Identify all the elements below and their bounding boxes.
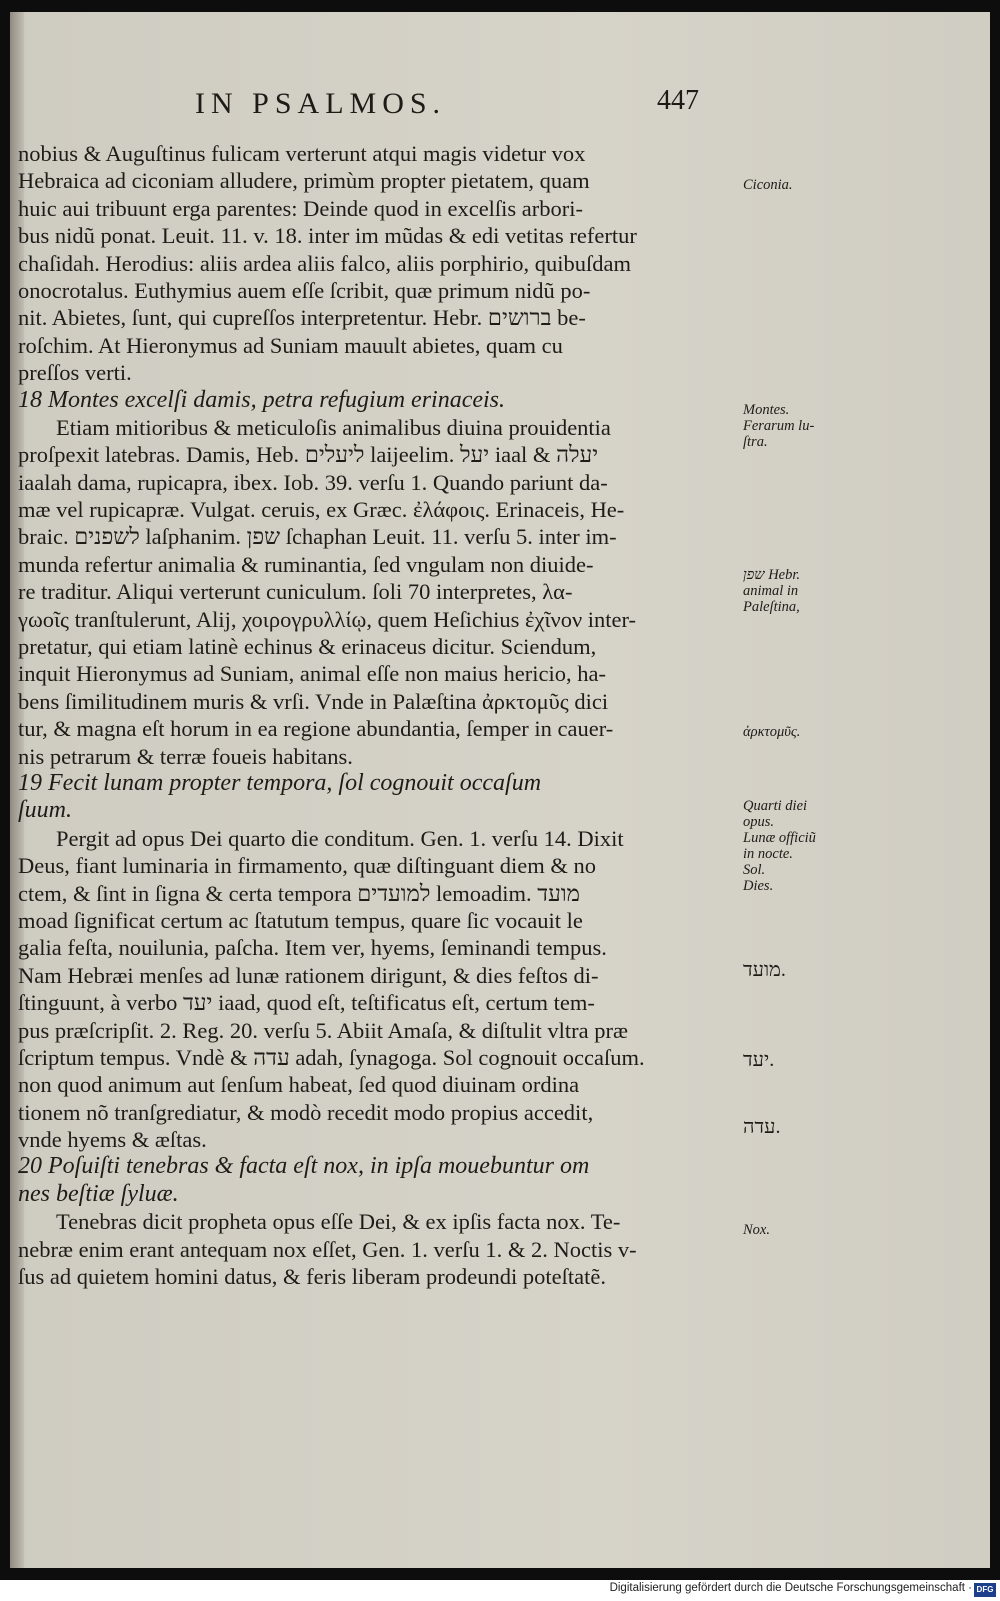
text-line: non quod animum aut ſenſum habeat, ſed quod diuinam ordina <box>18 1072 580 1098</box>
text-line: iaalah dama, rupicapra, ibex. Iob. 39. verſu 1. Quando pariunt da- <box>18 469 608 495</box>
text-line: preſſos verti. <box>18 360 132 386</box>
text-line: inquit Hieronymus ad Suniam, animal eſſe non maius hericio, ha- <box>18 661 606 687</box>
text-line: huic aui tribuunt erga parentes: Deinde quod in excelſis arbori- <box>18 195 584 221</box>
margin-note-iaad: יעד. <box>743 1049 775 1071</box>
text-line: Etiam mitioribus & meticuloſis animalibus diuina prouidentia <box>56 414 611 440</box>
text-line: vnde hyems & æſtas. <box>18 1127 207 1153</box>
text-line: munda refertur animalia & ruminantia, ſed vngulam non diuide- <box>18 551 594 577</box>
text-line: pus præſcripſit. 2. Reg. 20. verſu 5. Abiit Amaſa, & diſtulit vltra præ <box>18 1017 628 1043</box>
text-line: ſcriptum tempus. Vndè & עדה adah, ſynagoga. Sol cognouit occaſum. <box>18 1044 645 1070</box>
text-line: moad ſignificat certum ac ſtatutum tempus, quare ſic vocauit le <box>18 907 583 933</box>
text-line: tur, & magna eſt horum in ea regione abundantia, ſemper in cauer- <box>18 716 614 742</box>
verse-line: 18 Montes excelſi damis, petra refugium erinaceis. <box>18 386 506 413</box>
margin-note-moad: מועד. <box>743 959 786 981</box>
verse-line: 20 Poſuiſti tenebras & facta eſt nox, in ipſa mouebuntur om <box>18 1153 590 1180</box>
margin-note-schaphan: שפן Hebr. animal in Paleſtina, <box>743 567 801 615</box>
margin-note-quarti: Quarti diei opus. Lunæ officiũ in nocte. Sol. Dies. <box>743 798 816 894</box>
text-line: chaſidah. Herodius: aliis ardea aliis falco, aliis porphirio, quibuſdam <box>18 250 631 276</box>
margin-note-arktomys: ἀρκτομῦς. <box>743 724 801 740</box>
text-line: proſpexit latebras. Damis, Heb. ליעלים laijeelim. יעל iaal & יעלה <box>18 442 599 468</box>
text-line: Nam Hebræi menſes ad lunæ rationem dirigunt, & dies feſtos di- <box>18 962 599 988</box>
text-line: tionem nõ tranſgrediatur, & modò recedit modo propius accedit, <box>18 1099 594 1125</box>
verse-line: 19 Fecit lunam propter tempora, ſol cognouit occaſum <box>18 769 542 796</box>
margin-note-ciconia: Ciconia. <box>743 177 793 193</box>
text-line: onocrotalus. Euthymius auem eſſe ſcribit, quæ primum nidũ po- <box>18 277 591 303</box>
text-line: braic. לשפנים laſphanim. שפן ſchaphan Leuit. 11. verſu 5. inter im- <box>18 524 617 550</box>
text-line: nobius & Auguſtinus fulicam verterunt atqui magis videtur vox <box>18 141 586 166</box>
book-page <box>10 12 990 1568</box>
main-text-block <box>18 140 730 1290</box>
text-line: ſtinguunt, à verbo יעד iaad, quod eſt, teſtificatus eſt, certum tem- <box>18 990 595 1016</box>
text-line: γωοῖς tranſtulerunt, Alij, χοιρογρυλλίῳ, quem Heſichius ἐχῖνον inter- <box>18 606 637 632</box>
text-line: nit. Abietes, ſunt, qui cupreſſos interpretentur. Hebr. ברושים be- <box>18 305 586 331</box>
running-head: IN PSALMOS. <box>195 87 447 120</box>
margin-note-montes: Montes. Ferarum lu- ſtra. <box>743 402 815 450</box>
text-line: Tenebras dicit propheta opus eſſe Dei, & ex ipſis facta nox. Te- <box>56 1209 621 1235</box>
margin-note-nox: Nox. <box>743 1222 770 1238</box>
text-line: mæ vel rupicapræ. Vulgat. ceruis, ex Græc. ἐλάφοις. Erinaceis, He- <box>18 497 625 523</box>
funding-credit: Digitalisierung gefördert durch die Deutsche Forschungsgemeinschaft · <box>609 1582 972 1594</box>
text-line: Hebraica ad ciconiam alludere, primùm propter pietatem, quam <box>18 168 590 194</box>
text-line: bens ſimilitudinem muris & vrſi. Vnde in Palæſtina ἀρκτομῦς dici <box>18 688 609 714</box>
margin-note-adah: עדה. <box>743 1116 781 1138</box>
text-line: re traditur. Aliqui verterunt cuniculum. ſoli 70 interpretes, λα- <box>18 579 573 605</box>
text-line: galia feſta, nouilunia, paſcha. Item ver, hyems, ſeminandi tempus. <box>18 935 607 961</box>
text-line: pretatur, qui etiam latinè echinus & erinaceus dicitur. Sciendum, <box>18 634 597 660</box>
text-line: Pergit ad opus Dei quarto die conditum. Gen. 1. verſu 14. Dixit <box>56 825 624 851</box>
verse-line: ſuum. <box>18 797 72 824</box>
text-line: ſus ad quietem homini datus, & feris liberam prodeundi poteſtatẽ. <box>18 1264 606 1290</box>
text-line: Deus, fiant luminaria in firmamento, quæ diſtinguant diem & no <box>18 853 597 879</box>
text-line: roſchim. At Hieronymus ad Suniam mauult abietes, quam cu <box>18 332 563 358</box>
text-line: nis petrarum & terræ foueis habitans. <box>18 743 353 769</box>
dfg-logo: DFG <box>974 1583 996 1597</box>
page-number: 447 <box>657 85 699 116</box>
verse-line: nes beſtiæ ſyluæ. <box>18 1180 179 1207</box>
text-line: nebræ enim erant antequam nox eſſet, Gen. 1. verſu 1. & 2. Noctis v- <box>18 1236 637 1262</box>
footer-bar <box>0 1580 1000 1601</box>
text-line: ctem, & ſint in ſigna & certa tempora למועדים lemoadim. מועד <box>18 880 580 906</box>
text-line: bus nidũ ponat. Leuit. 11. v. 18. inter im mũdas & edi vetitas refertur <box>18 223 637 249</box>
